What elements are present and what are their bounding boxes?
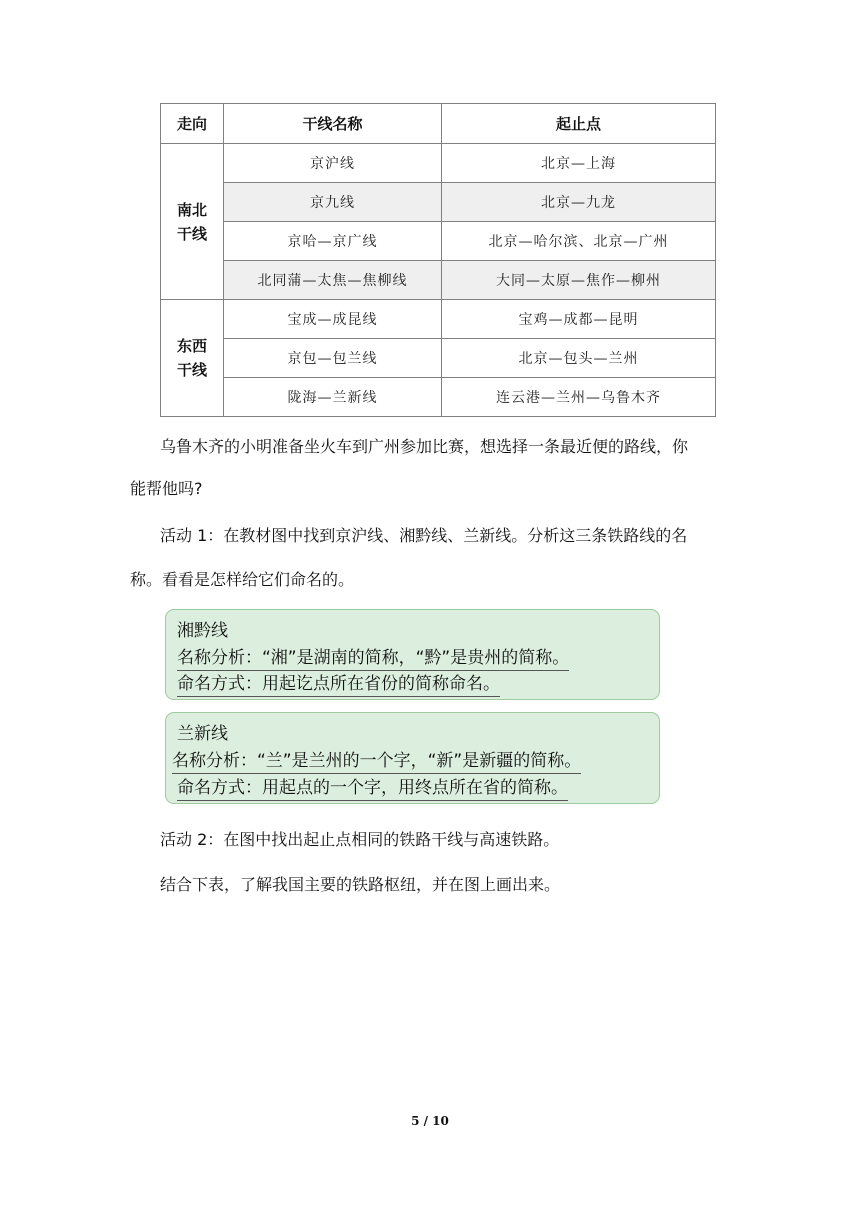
- table-row: [161, 144, 716, 183]
- endpoints-cell: 大同—太原—焦作—柳州: [442, 261, 716, 300]
- line-name-cell: 京沪线: [224, 144, 442, 183]
- box-title: 兰新线: [177, 724, 228, 744]
- activity1-line-2: 称。看看是怎样给它们命名的。: [130, 570, 355, 589]
- direction-east-west: [161, 300, 224, 417]
- line-name-cell: 京九线: [224, 183, 442, 222]
- endpoints-cell: 宝鸡—成都—昆明: [442, 300, 716, 339]
- box-name-analysis: 名称分析：“兰”是兰州的一个字，“新”是新疆的简称。: [172, 750, 581, 774]
- question-line-2: 能帮他吗?: [130, 479, 203, 498]
- header-line-name: 干线名称: [224, 104, 442, 144]
- endpoints-cell: 北京—九龙: [442, 183, 716, 222]
- endpoints-cell: 北京—哈尔滨、北京—广州: [442, 222, 716, 261]
- box-title: 湘黔线: [177, 621, 228, 641]
- table-row: [161, 222, 716, 261]
- line-name-cell: 陇海—兰新线: [224, 378, 442, 417]
- box-name-analysis: 名称分析：“湘”是湖南的简称，“黔”是贵州的简称。: [177, 647, 569, 671]
- direction-label: 东西 干线: [176, 337, 207, 379]
- railway-trunk-table: [160, 103, 716, 417]
- question-line-1: 乌鲁木齐的小明准备坐火车到广州参加比赛，想选择一条最近便的路线，你: [160, 437, 689, 456]
- box-naming-method: 命名方式：用起点的一个字，用终点所在省的简称。: [177, 777, 568, 801]
- line-name-cell: 京包—包兰线: [224, 339, 442, 378]
- table-row: [161, 183, 716, 222]
- line-name-cell: 京哈—京广线: [224, 222, 442, 261]
- endpoints-cell: 北京—包头—兰州: [442, 339, 716, 378]
- table-row: [161, 339, 716, 378]
- analysis-box-xiangqian: [165, 609, 660, 700]
- endpoints-cell: 北京—上海: [442, 144, 716, 183]
- direction-label: 南北 干线: [176, 200, 207, 243]
- table-row: [161, 261, 716, 300]
- analysis-box-lanxin: [165, 712, 660, 804]
- table-row: [161, 378, 716, 417]
- table-intro-text: 结合下表，了解我国主要的铁路枢纽，并在图上画出来。: [160, 875, 561, 894]
- direction-north-south: [161, 144, 224, 300]
- endpoints-cell: 连云港—兰州—乌鲁木齐: [442, 378, 716, 417]
- activity2-text: 活动 2：在图中找出起止点相同的铁路干线与高速铁路。: [160, 830, 560, 849]
- line-name-cell: 北同蒲—太焦—焦柳线: [224, 261, 442, 300]
- page-number: 5 / 10: [411, 1114, 449, 1128]
- box-naming-method: 命名方式：用起讫点所在省份的简称命名。: [177, 673, 500, 697]
- activity1-line-1: 活动 1：在教材图中找到京沪线、湘黔线、兰新线。分析这三条铁路线的名: [160, 526, 688, 545]
- table-header-row: [161, 104, 716, 144]
- header-direction: 走向: [161, 104, 224, 144]
- header-endpoints: 起止点: [442, 104, 716, 144]
- line-name-cell: 宝成—成昆线: [224, 300, 442, 339]
- table-row: [161, 300, 716, 339]
